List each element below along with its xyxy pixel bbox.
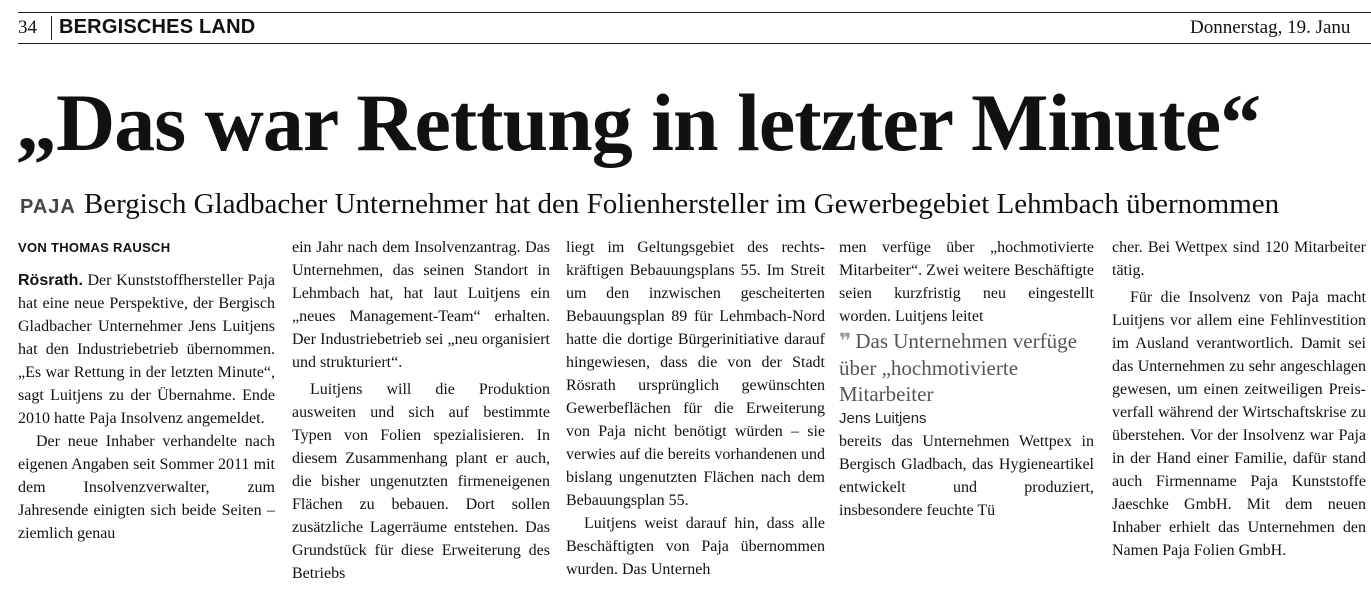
article-column-3 <box>566 236 825 581</box>
article-headline: „Das war Rettung in letzter Minute“ <box>16 77 1261 168</box>
byline: VON THOMAS RAUSCH <box>18 240 171 255</box>
quote-mark-icon: ❞ <box>839 330 852 353</box>
subhead-text: Bergisch Gladbacher Unternehmer hat den Folienhersteller im Gewerbegebiet Lehmbach übernommen <box>83 188 1280 220</box>
paragraph: Luitjens weist darauf hin, dass alle Beschäftigten von Paja übernommen wurden. Das Unterneh <box>566 515 825 578</box>
issue-date: Donnerstag, 19. Janu <box>1190 17 1351 38</box>
page-header <box>18 12 1371 44</box>
pull-quote <box>839 328 1094 407</box>
page-number: 34 <box>18 17 37 38</box>
pull-quote-author: Jens Luitjens <box>839 410 927 427</box>
paragraph: Für die Insolvenz von Paja macht Luitjens vor allem eine Fehlinvestition im Ausland verantwortlich. Damit sei das Unternehmen zu sehr angeschlagen gewesen, um einen zeitweiligen Preisverfall während der Wirtschaftskrise zu überstehen. Vor der Insolvenz war Paja in der Hand einer Familie, dafür stand auch Firmenname Paja Kunststoffe Jaeschke GmbH. Mit dem neuen Inhaber erhielt das Unternehmen den Namen Paja Folien GmbH. <box>1112 289 1366 559</box>
dateline-place: Rösrath. <box>18 272 83 289</box>
section-name: BERGISCHES LAND <box>59 16 256 38</box>
paragraph-text: Der Kunststoffhersteller Paja hat eine neue Perspektive, der Bergisch Gladbacher Unternehmer Jens Luitjens hat den Industriebetrieb übernommen. „Es war Rettung in der letzten Minute“, sagt Luitjens zu der Übernahme. Ende 2010 hatte Paja Insolvenz angemeldet. <box>18 272 275 427</box>
article-subhead <box>20 188 1279 221</box>
article-column-4 <box>839 236 1094 522</box>
paragraph: liegt im Geltungsgebiet des rechtskräftigen Bebauungsplans 55. Im Streit um den inzwischen gescheiterten Bebauungsplan 89 für Lehmbach-Nord hatte die dortige Bürgerinitiative darauf hingewiesen, dass die von der Stadt Rösrath ursprünglich gewünschten Gewerbeflächen für die Erweiterung von Paja nicht benötigt würden – sie verwies auf die bereits vorhandenen und bislang ungenutzten Flächen nach dem Bebauungsplan 55. <box>566 239 826 509</box>
paragraph: ein Jahr nach dem Insolvenzantrag. Das Unternehmen, das seinen Standort in Lehmbach hat, hat laut Luitjens ein „neues Management-Team“ erhalten. Der Industriebetrieb sei „neu organisiert und strukturiert“. <box>292 239 550 371</box>
paragraph: Luitjens will die Produktion ausweiten und sich auf bestimmte Typen von Folien spezialisieren. In diesem Zusammenhang plant er auch, die bisher ungenutzten firmeneigenen Flächen zu bebauen. Dort sollen zusätzliche Lagerräume entstehen. Das Grundstück für diese Erweiterung des Betriebs <box>292 381 550 582</box>
header-divider <box>51 16 52 40</box>
article-column-1 <box>18 236 275 545</box>
paragraph: men verfüge über „hochmotivierte Mitarbeiter“. Zwei weitere Beschäftigte seien kurzfristig neu eingestellt worden. Luitjens leitet <box>839 239 1094 325</box>
subhead-kicker: PAJA <box>20 196 76 218</box>
paragraph <box>18 269 275 430</box>
paragraph: Der neue Inhaber verhandelte nach eigenen Angaben seit Sommer 2011 mit dem Insolvenzverwalter, zum Jahresende einigten sich beide Seiten – ziemlich genau <box>18 433 275 542</box>
paragraph: cher. Bei Wettpex sind 120 Mitarbeiter tätig. <box>1112 239 1366 279</box>
article-column-5 <box>1112 236 1366 562</box>
paragraph: bereits das Unternehmen Wettpex in Bergisch Gladbach, das Hygieneartikel entwickelt und produziert, insbesondere feuchte Tü <box>839 433 1094 519</box>
pull-quote-text: Das Unternehmen verfüge über „hochmotivierte Mitarbeiter <box>839 329 1077 406</box>
article-column-2 <box>292 236 550 585</box>
